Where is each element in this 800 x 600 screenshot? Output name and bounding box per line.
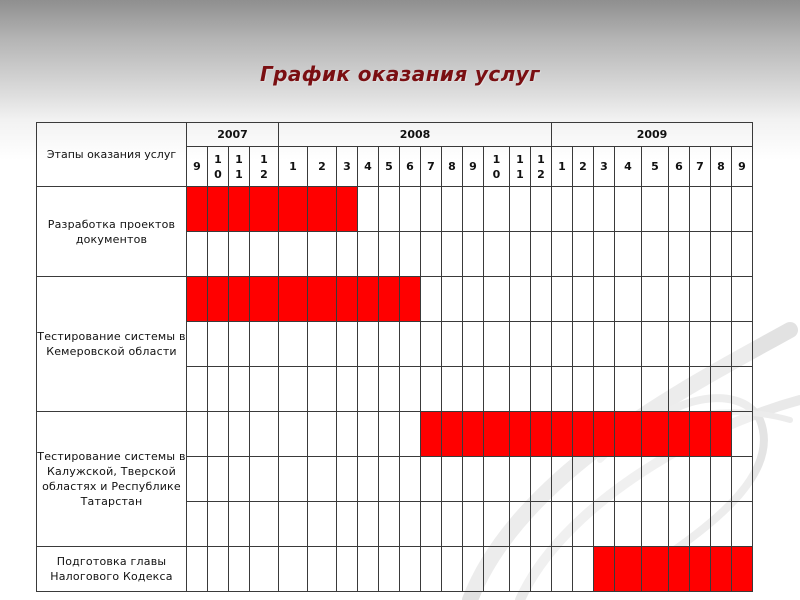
gantt-empty-cell [690, 277, 711, 322]
gantt-bar-cell [279, 277, 308, 322]
month-header [308, 147, 337, 187]
gantt-empty-cell [308, 412, 337, 457]
gantt-empty-cell [552, 457, 573, 502]
gantt-empty-cell [208, 412, 229, 457]
gantt-bar-cell [669, 412, 690, 457]
gantt-bar-cell [308, 277, 337, 322]
gantt-empty-cell [187, 367, 208, 412]
gantt-empty-cell [573, 547, 594, 592]
gantt-empty-cell [642, 502, 669, 547]
month-header [690, 147, 711, 187]
gantt-empty-cell [690, 322, 711, 367]
gantt-bar-cell [594, 412, 615, 457]
gantt-bar-cell [400, 277, 421, 322]
gantt-bar-cell [187, 187, 208, 232]
month-header-digit: 7 [696, 160, 704, 173]
gantt-empty-cell [358, 457, 379, 502]
gantt-empty-cell [400, 367, 421, 412]
gantt-empty-cell [358, 187, 379, 232]
gantt-empty-cell [187, 547, 208, 592]
gantt-empty-cell [463, 232, 484, 277]
gantt-bar-cell [690, 547, 711, 592]
gantt-empty-cell [552, 367, 573, 412]
gantt-bar-cell [615, 547, 642, 592]
month-header [229, 147, 250, 187]
month-header-digit: 4 [364, 160, 372, 173]
month-header-digit: 8 [448, 160, 456, 173]
month-header-digit: 6 [406, 160, 414, 173]
gantt-bar-cell [279, 187, 308, 232]
gantt-bar-cell [208, 187, 229, 232]
gantt-empty-cell [732, 457, 753, 502]
gantt-empty-cell [379, 187, 400, 232]
month-header [573, 147, 594, 187]
gantt-empty-cell [250, 457, 279, 502]
year-header-2007: 2007 [187, 123, 279, 147]
month-header [484, 147, 510, 187]
gantt-empty-cell [484, 322, 510, 367]
gantt-empty-cell [229, 232, 250, 277]
gantt-empty-cell [279, 502, 308, 547]
gantt-empty-cell [308, 457, 337, 502]
gantt-empty-cell [690, 457, 711, 502]
month-header [463, 147, 484, 187]
gantt-empty-cell [711, 322, 732, 367]
stage-column-header: Этапы оказания услуг [37, 123, 187, 187]
gantt-empty-cell [690, 187, 711, 232]
gantt-empty-cell [615, 367, 642, 412]
gantt-empty-cell [510, 457, 531, 502]
gantt-empty-cell [442, 367, 463, 412]
gantt-bar-cell [358, 277, 379, 322]
gantt-empty-cell [337, 457, 358, 502]
month-header [208, 147, 229, 187]
gantt-empty-cell [732, 232, 753, 277]
gantt-bar-cell [642, 547, 669, 592]
gantt-empty-cell [250, 412, 279, 457]
gantt-bar-cell [669, 547, 690, 592]
month-header [669, 147, 690, 187]
gantt-empty-cell [573, 502, 594, 547]
gantt-empty-cell [711, 367, 732, 412]
gantt-bar-cell [573, 412, 594, 457]
month-header-digit: 1 [537, 152, 545, 166]
gantt-bar-cell [711, 412, 732, 457]
month-header-digit: 6 [675, 160, 683, 173]
month-header-digit: 2 [579, 160, 587, 173]
gantt-empty-cell [337, 412, 358, 457]
month-header-digit: 3 [343, 160, 351, 173]
gantt-empty-cell [484, 547, 510, 592]
gantt-empty-cell [463, 502, 484, 547]
gantt-empty-cell [400, 502, 421, 547]
gantt-empty-cell [208, 367, 229, 412]
month-header [421, 147, 442, 187]
gantt-empty-cell [594, 322, 615, 367]
gantt-empty-cell [208, 457, 229, 502]
gantt-empty-cell [594, 187, 615, 232]
gantt-bar-cell [250, 277, 279, 322]
gantt-empty-cell [208, 322, 229, 367]
gantt-empty-cell [463, 547, 484, 592]
gantt-empty-cell [358, 547, 379, 592]
schedule-table [36, 122, 753, 592]
gantt-bar-cell [484, 412, 510, 457]
gantt-empty-cell [484, 187, 510, 232]
gantt-empty-cell [531, 502, 552, 547]
year-header-2009: 2009 [552, 123, 753, 147]
gantt-empty-cell [187, 322, 208, 367]
gantt-empty-cell [552, 322, 573, 367]
gantt-empty-cell [732, 187, 753, 232]
gantt-bar-cell [337, 187, 358, 232]
gantt-empty-cell [690, 232, 711, 277]
gantt-empty-cell [531, 277, 552, 322]
gantt-empty-cell [421, 277, 442, 322]
gantt-empty-cell [308, 322, 337, 367]
gantt-empty-cell [442, 187, 463, 232]
gantt-empty-cell [279, 547, 308, 592]
gantt-empty-cell [379, 502, 400, 547]
gantt-empty-cell [531, 322, 552, 367]
gantt-empty-cell [421, 232, 442, 277]
gantt-empty-cell [573, 232, 594, 277]
month-header-digit: 5 [385, 160, 393, 173]
gantt-empty-cell [421, 502, 442, 547]
month-header [400, 147, 421, 187]
gantt-empty-cell [484, 502, 510, 547]
gantt-empty-cell [669, 502, 690, 547]
gantt-empty-cell [337, 547, 358, 592]
gantt-empty-cell [442, 547, 463, 592]
month-header-digit: 0 [214, 167, 222, 181]
gantt-empty-cell [208, 232, 229, 277]
gantt-empty-cell [615, 457, 642, 502]
gantt-empty-cell [642, 277, 669, 322]
gantt-empty-cell [208, 502, 229, 547]
gantt-empty-cell [308, 232, 337, 277]
gantt-empty-cell [463, 187, 484, 232]
month-header [615, 147, 642, 187]
table-row [37, 277, 753, 322]
gantt-empty-cell [358, 232, 379, 277]
stage-label: Тестирование системы в Кемеровской области [37, 277, 187, 412]
gantt-empty-cell [642, 367, 669, 412]
gantt-empty-cell [463, 277, 484, 322]
gantt-empty-cell [573, 277, 594, 322]
gantt-bar-cell [229, 187, 250, 232]
gantt-empty-cell [690, 367, 711, 412]
gantt-empty-cell [510, 187, 531, 232]
month-header [711, 147, 732, 187]
month-header-digit: 2 [318, 160, 326, 173]
gantt-empty-cell [552, 277, 573, 322]
month-header [552, 147, 573, 187]
gantt-empty-cell [594, 232, 615, 277]
gantt-empty-cell [732, 277, 753, 322]
gantt-empty-cell [594, 502, 615, 547]
gantt-empty-cell [379, 547, 400, 592]
gantt-empty-cell [484, 232, 510, 277]
gantt-empty-cell [379, 457, 400, 502]
gantt-empty-cell [308, 367, 337, 412]
gantt-empty-cell [379, 412, 400, 457]
stage-label: Тестирование системы в Калужской, Тверской областях и Республике Татарстан [37, 412, 187, 547]
gantt-empty-cell [250, 547, 279, 592]
gantt-empty-cell [400, 322, 421, 367]
gantt-empty-cell [573, 367, 594, 412]
gantt-empty-cell [250, 322, 279, 367]
month-header [510, 147, 531, 187]
gantt-bar-cell [308, 187, 337, 232]
month-header [642, 147, 669, 187]
month-header-digit: 9 [469, 160, 477, 173]
gantt-empty-cell [229, 502, 250, 547]
gantt-empty-cell [711, 232, 732, 277]
gantt-empty-cell [615, 187, 642, 232]
gantt-empty-cell [669, 457, 690, 502]
gantt-empty-cell [510, 322, 531, 367]
month-header-digit: 9 [738, 160, 746, 173]
gantt-empty-cell [669, 187, 690, 232]
month-header [337, 147, 358, 187]
month-header-digit: 1 [289, 160, 297, 173]
gantt-bar-cell [552, 412, 573, 457]
month-header-digit: 0 [492, 167, 501, 181]
gantt-empty-cell [552, 187, 573, 232]
gantt-bar-cell [510, 412, 531, 457]
gantt-empty-cell [711, 457, 732, 502]
gantt-empty-cell [442, 232, 463, 277]
month-header-digit: 1 [214, 152, 222, 166]
gantt-empty-cell [711, 502, 732, 547]
gantt-empty-cell [421, 547, 442, 592]
month-header [732, 147, 753, 187]
gantt-bar-cell [187, 277, 208, 322]
gantt-empty-cell [594, 277, 615, 322]
gantt-empty-cell [442, 502, 463, 547]
month-header-digit: 1 [260, 152, 268, 166]
gantt-empty-cell [421, 367, 442, 412]
gantt-empty-cell [669, 277, 690, 322]
month-header [358, 147, 379, 187]
gantt-empty-cell [615, 322, 642, 367]
gantt-empty-cell [531, 187, 552, 232]
month-header-digit: 2 [537, 167, 545, 181]
gantt-empty-cell [510, 232, 531, 277]
gantt-empty-cell [337, 322, 358, 367]
gantt-empty-cell [669, 367, 690, 412]
gantt-bar-cell [594, 547, 615, 592]
gantt-empty-cell [669, 232, 690, 277]
gantt-empty-cell [379, 232, 400, 277]
gantt-empty-cell [187, 457, 208, 502]
gantt-empty-cell [642, 187, 669, 232]
month-header-digit: 3 [600, 160, 608, 173]
stage-label: Подготовка главы Налогового Кодекса [37, 547, 187, 592]
gantt-empty-cell [337, 232, 358, 277]
gantt-empty-cell [615, 232, 642, 277]
table-row [37, 547, 753, 592]
gantt-empty-cell [337, 502, 358, 547]
gantt-empty-cell [250, 502, 279, 547]
month-header [594, 147, 615, 187]
gantt-bar-cell [442, 412, 463, 457]
gantt-bar-cell [379, 277, 400, 322]
gantt-empty-cell [187, 232, 208, 277]
gantt-empty-cell [642, 457, 669, 502]
gantt-empty-cell [400, 547, 421, 592]
gantt-empty-cell [400, 457, 421, 502]
gantt-empty-cell [690, 502, 711, 547]
gantt-empty-cell [552, 547, 573, 592]
gantt-empty-cell [484, 367, 510, 412]
month-header [250, 147, 279, 187]
gantt-empty-cell [463, 367, 484, 412]
month-header-digit: 2 [260, 167, 268, 181]
gantt-empty-cell [442, 457, 463, 502]
gantt-bar-cell [337, 277, 358, 322]
gantt-empty-cell [531, 232, 552, 277]
gantt-empty-cell [442, 322, 463, 367]
gantt-empty-cell [187, 412, 208, 457]
month-header-digit: 1 [492, 152, 501, 166]
gantt-empty-cell [279, 322, 308, 367]
gantt-bar-cell [250, 187, 279, 232]
gantt-bar-cell [421, 412, 442, 457]
gantt-empty-cell [279, 412, 308, 457]
gantt-empty-cell [573, 457, 594, 502]
gantt-bar-cell [615, 412, 642, 457]
stage-label: Разработка проектов документов [37, 187, 187, 277]
month-header-digit: 5 [651, 160, 659, 173]
page-title: График оказания услуг [260, 62, 540, 86]
gantt-empty-cell [358, 322, 379, 367]
gantt-empty-cell [279, 457, 308, 502]
gantt-empty-cell [279, 232, 308, 277]
gantt-empty-cell [358, 412, 379, 457]
gantt-bar-cell [229, 277, 250, 322]
gantt-empty-cell [400, 187, 421, 232]
gantt-empty-cell [531, 457, 552, 502]
gantt-bar-cell [690, 412, 711, 457]
gantt-empty-cell [463, 457, 484, 502]
table-row [37, 187, 753, 232]
gantt-empty-cell [510, 277, 531, 322]
gantt-empty-cell [358, 502, 379, 547]
month-header-digit: 1 [516, 167, 524, 181]
month-header [379, 147, 400, 187]
gantt-empty-cell [510, 502, 531, 547]
gantt-empty-cell [229, 547, 250, 592]
gantt-empty-cell [308, 502, 337, 547]
gantt-empty-cell [442, 277, 463, 322]
month-header-digit: 1 [558, 160, 566, 173]
gantt-empty-cell [421, 457, 442, 502]
table-row [37, 412, 753, 457]
gantt-empty-cell [573, 322, 594, 367]
gantt-empty-cell [642, 322, 669, 367]
gantt-empty-cell [615, 502, 642, 547]
gantt-empty-cell [358, 367, 379, 412]
gantt-empty-cell [552, 232, 573, 277]
gantt-empty-cell [732, 367, 753, 412]
gantt-bar-cell [642, 412, 669, 457]
gantt-empty-cell [400, 412, 421, 457]
gantt-empty-cell [484, 277, 510, 322]
gantt-empty-cell [308, 547, 337, 592]
gantt-empty-cell [510, 547, 531, 592]
gantt-empty-cell [379, 322, 400, 367]
gantt-empty-cell [421, 187, 442, 232]
month-header-digit: 4 [624, 160, 632, 173]
gantt-empty-cell [594, 457, 615, 502]
gantt-empty-cell [187, 502, 208, 547]
gantt-empty-cell [463, 322, 484, 367]
month-header [531, 147, 552, 187]
gantt-empty-cell [400, 232, 421, 277]
gantt-empty-cell [711, 277, 732, 322]
gantt-empty-cell [594, 367, 615, 412]
gantt-empty-cell [615, 277, 642, 322]
gantt-empty-cell [279, 367, 308, 412]
gantt-empty-cell [669, 322, 690, 367]
gantt-empty-cell [573, 187, 594, 232]
gantt-bar-cell [711, 547, 732, 592]
month-header-digit: 1 [235, 167, 243, 181]
month-header [187, 147, 208, 187]
gantt-bar-cell [208, 277, 229, 322]
gantt-empty-cell [531, 367, 552, 412]
month-header-digit: 1 [235, 152, 243, 166]
gantt-empty-cell [250, 232, 279, 277]
month-header [442, 147, 463, 187]
gantt-bar-cell [531, 412, 552, 457]
gantt-empty-cell [229, 367, 250, 412]
gantt-empty-cell [229, 457, 250, 502]
month-header-digit: 8 [717, 160, 725, 173]
gantt-empty-cell [229, 322, 250, 367]
month-header-digit: 9 [193, 160, 201, 173]
year-header-2008: 2008 [279, 123, 552, 147]
gantt-bar-cell [463, 412, 484, 457]
gantt-empty-cell [732, 412, 753, 457]
gantt-empty-cell [379, 367, 400, 412]
gantt-empty-cell [421, 322, 442, 367]
gantt-empty-cell [711, 187, 732, 232]
month-header-digit: 1 [516, 152, 524, 166]
gantt-empty-cell [552, 502, 573, 547]
gantt-empty-cell [229, 412, 250, 457]
gantt-empty-cell [531, 547, 552, 592]
gantt-empty-cell [732, 322, 753, 367]
gantt-empty-cell [250, 367, 279, 412]
gantt-empty-cell [484, 457, 510, 502]
month-header-digit: 7 [427, 160, 435, 173]
gantt-empty-cell [337, 367, 358, 412]
month-header [279, 147, 308, 187]
gantt-bar-cell [732, 547, 753, 592]
gantt-empty-cell [732, 502, 753, 547]
gantt-empty-cell [208, 547, 229, 592]
schedule-table-wrapper [36, 122, 753, 592]
gantt-empty-cell [642, 232, 669, 277]
gantt-empty-cell [510, 367, 531, 412]
